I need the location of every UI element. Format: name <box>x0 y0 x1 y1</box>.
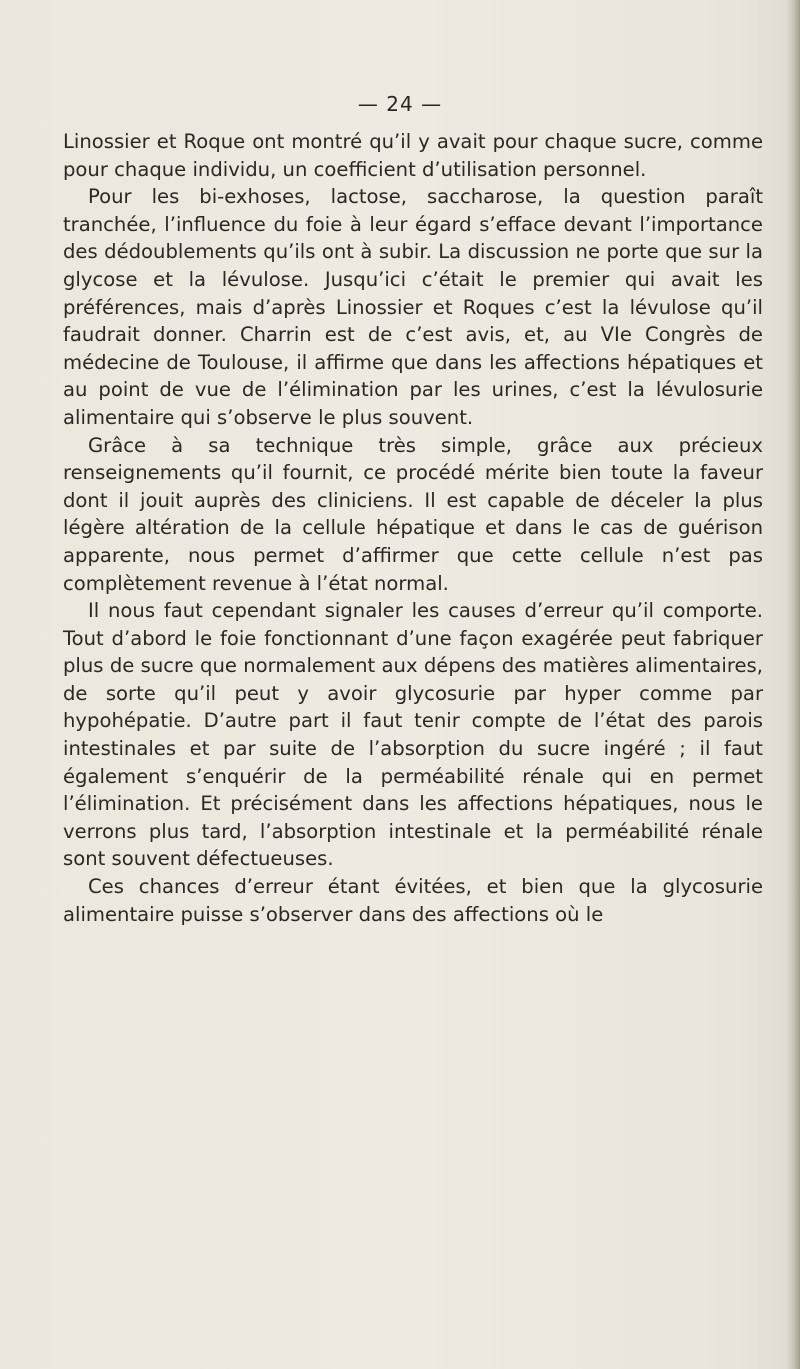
paragraph-3: Grâce à sa technique très simple, grâce aux précieux renseignements qu’il fournit, ce procédé mérite bien toute la faveur dont il jouit auprès des cliniciens. Il est capable de déceler la plus légère altération de la cellule hépatique et dans le cas de guérison apparente, nous permet d’affirmer que cette cellule n’est pas complètement revenue à l’état normal. <box>63 433 763 595</box>
paragraph-5: Ces chances d’erreur étant évitées, et bien que la glycosurie alimentaire puisse s’observer dans des affections où le <box>63 875 763 926</box>
paragraph-1: Linossier et Roque ont montré qu’il y avait pour chaque sucre, comme pour chaque individu, un coefficient d’utilisation personnel. <box>63 130 763 181</box>
body-text <box>63 128 763 928</box>
page-edge-shadow <box>786 0 800 1369</box>
page-number: — 24 — <box>357 92 443 116</box>
paragraph-2: Pour les bi-exhoses, lactose, saccharose, la question paraît tranchée, l’influence du foie à leur égard s’efface devant l’importance des dédoublements qu’ils ont à subir. La discussion ne porte que sur la glycose et la lévulose. Jusqu’ici c’était le premier qui avait les préférences, mais d’après Linossier et Roques c’est la lévulose qu’il faudrait donner. Charrin est de c’est avis, et, au VIe Congrès de médecine de Toulouse, il affirme que dans les affections hépatiques et au point de vue de l’élimination par les urines, c’est la lévulosurie alimentaire qui s’observe le plus souvent. <box>63 185 763 429</box>
paragraph-4: Il nous faut cependant signaler les causes d’erreur qu’il comporte. Tout d’abord le foie fonctionnant d’une façon exagérée peut fabriquer plus de sucre que normalement aux dépens des matières alimentaires, de sorte qu’il peut y avoir glycosurie par hyper comme par hypohépatie. D’autre part il faut tenir compte de l’état des parois intestinales et par suite de l’absorption du sucre ingéré ; il faut également s’enquérir de la perméabilité rénale qui en permet l’élimination. Et précisément dans les affections hépatiques, nous le verrons plus tard, l’absorption intestinale et la perméabilité rénale sont souvent défectueuses. <box>63 599 763 871</box>
